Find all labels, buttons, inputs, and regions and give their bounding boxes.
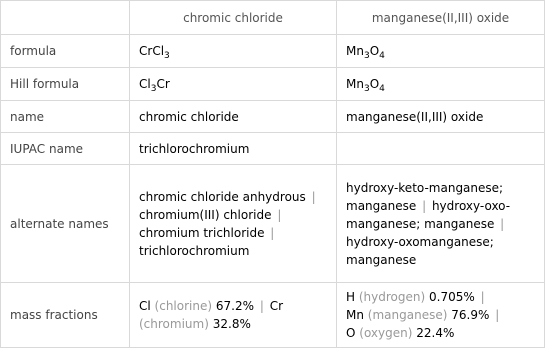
element-name: (chromium) [139,317,209,331]
row-label-alternate-names: alternate names [1,165,130,283]
column-header-chromic-chloride: chromic chloride [130,1,337,35]
row-alternate-names [1,165,545,283]
header-row [1,1,545,35]
separator: | [500,216,505,231]
row-hill-formula [1,68,545,101]
formula-part: CrCl [139,44,165,58]
separator: | [270,225,275,240]
mass-fraction-value: 0.705% [429,290,475,304]
formula-chromic-chloride [130,35,337,68]
alternate-name: chromic chloride anhydrous [139,189,306,204]
element-symbol: O [346,326,356,340]
element-symbol: Cr [269,299,284,313]
column-header-manganese-oxide: manganese(II,III) oxide [337,1,545,35]
mass-fraction-value: 32.8% [212,317,251,331]
mass-fraction-value: 67.2% [215,299,254,313]
separator: | [259,299,264,313]
element-name: (manganese) [367,308,448,322]
formula-subscript: 3 [164,51,170,61]
alternate-names-manganese-oxide [337,165,545,283]
separator: | [495,308,500,322]
row-label-name: name [1,101,130,133]
formula-part: Mn [346,77,364,91]
name-manganese-oxide: manganese(II,III) oxide [337,101,545,133]
row-label-mass-fractions: mass fractions [1,283,130,348]
row-mass-fractions [1,283,545,348]
alternate-names-chromic-chloride [130,165,337,283]
formula-manganese-oxide [337,35,545,68]
hill-formula-chromic-chloride [130,68,337,101]
corner-cell [1,1,130,35]
row-label-iupac-name: IUPAC name [1,133,130,165]
element-name: (oxygen) [359,326,413,340]
alternate-name: hydroxy-oxo-manganese; manganese [346,198,511,231]
formula-subscript: 3 [363,51,370,61]
row-formula [1,35,545,68]
mass-fraction-value: 76.9% [451,308,490,322]
element-name: (hydrogen) [358,290,426,304]
separator: | [480,290,485,304]
element-name: (chlorine) [154,299,213,313]
alternate-name: chromium trichloride [139,225,265,240]
element-symbol: H [346,290,356,304]
separator: | [422,198,427,213]
formula-subscript: 3 [363,84,370,94]
mass-fraction-value: 22.4% [416,326,455,340]
hill-formula-manganese-oxide [337,68,545,101]
iupac-name-chromic-chloride: trichlorochromium [130,133,337,165]
row-label-hill-formula: Hill formula [1,68,130,101]
alternate-name: hydroxy-oxomanganese; manganese [346,234,494,267]
mass-fractions-chromic-chloride [130,283,337,348]
element-symbol: Cl [139,299,151,313]
element-symbol: Mn [346,308,364,322]
formula-part: Cr [156,77,170,91]
formula-subscript: 3 [150,84,157,94]
formula-part: Cl [139,77,151,91]
name-chromic-chloride: chromic chloride [130,101,337,133]
mass-fractions-manganese-oxide [337,283,545,348]
formula-part: O [369,77,380,91]
row-label-formula: formula [1,35,130,68]
separator: | [277,207,282,222]
formula-subscript: 4 [379,84,385,94]
separator: | [311,189,316,204]
alternate-name: hydroxy-keto-manganese; manganese [346,180,504,213]
formula-subscript: 4 [379,51,385,61]
alternate-name: chromium(III) chloride [139,207,272,222]
formula-part: O [369,44,380,58]
iupac-name-manganese-oxide [337,133,545,165]
formula-part: Mn [346,44,364,58]
row-iupac-name [1,133,545,165]
alternate-name: trichlorochromium [139,243,250,258]
row-name [1,101,545,133]
